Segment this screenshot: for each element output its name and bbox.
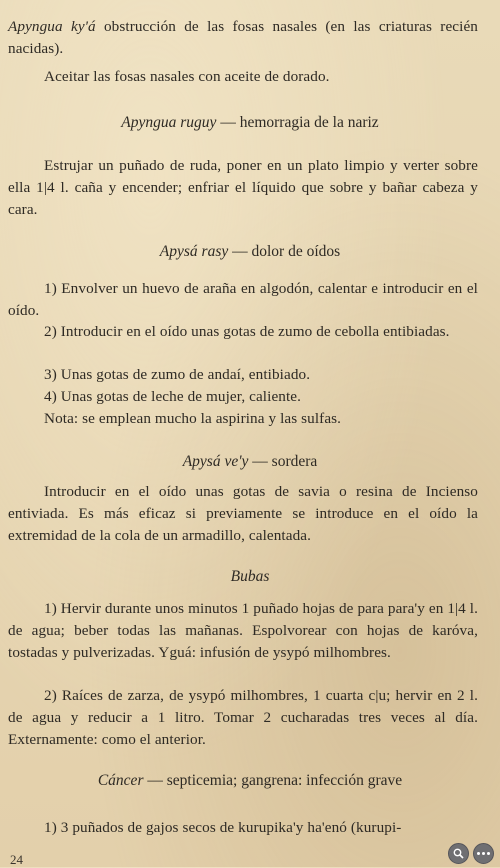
heading-text: — septicemia; gangrena: infección grave bbox=[143, 772, 403, 789]
heading-term: Apysá ve'y bbox=[182, 453, 249, 470]
zoom-icon-button[interactable] bbox=[448, 843, 469, 864]
heading-apyngua-ruguy bbox=[0, 112, 500, 134]
heading-text: — hemorragia de la nariz bbox=[216, 114, 379, 131]
heading-term: Apyngua ruguy bbox=[121, 114, 217, 131]
heading-text: — sordera bbox=[248, 453, 318, 470]
heading-term: Bubas bbox=[230, 568, 270, 585]
heading-apysa-rasy bbox=[0, 241, 500, 263]
paragraph-earache-3: 3) Unas gotas de zumo de andaí, entibiado. bbox=[44, 366, 311, 383]
heading-bubas bbox=[0, 566, 500, 588]
paragraph-earache-1: 1) Envolver un huevo de araña en algodón, calentar e introducir en el oído. bbox=[8, 280, 478, 319]
paragraph-nasal-treatment: Aceitar las fosas nasales con aceite de dorado. bbox=[44, 68, 330, 85]
heading-term: Cáncer bbox=[97, 772, 144, 789]
term-apyngua-kya: Apyngua ky'á bbox=[8, 18, 96, 35]
paragraph-bubas-2: 2) Raíces de zarza, de ysypó milhombres, 1 cuarta c|u; hervir en 2 l. de agua y reducir a 1 litro. Tomar 2 cucharadas tres veces al día. Externamente: como el anterior. bbox=[8, 687, 478, 748]
paragraph-deafness-treatment: Introducir en el oído unas gotas de savia o resina de Incienso entiviada. Es más eficaz si previamente se introduce en el oído la extremidad de la cola de un armadillo, calentada. bbox=[8, 483, 478, 544]
paragraph-bubas-1: 1) Hervir durante unos minutos 1 puñado hojas de para para'y en 1|4 l. de agua; beber todas las mañanas. Espolvorear con hojas de karóva, tostadas y pulverizadas. Yguá: infusión de ysypó milhombres. bbox=[8, 600, 478, 661]
zoom-icon bbox=[453, 848, 464, 859]
paragraph-note: Nota: se emplean mucho la aspirina y las sulfas. bbox=[44, 410, 342, 427]
page-number: 24 bbox=[10, 852, 23, 867]
paragraph-nasal-obstruction bbox=[8, 16, 478, 60]
viewer-controls bbox=[448, 843, 494, 864]
heading-term: Apysá rasy bbox=[159, 243, 229, 260]
heading-cancer bbox=[0, 770, 500, 792]
paragraph-nosebleed-treatment: Estrujar un puñado de ruda, poner en un plato limpio y verter sobre ella 1|4 l. caña y encender; enfriar el líquido que sobre y bañar cabeza y cara. bbox=[8, 157, 478, 218]
paragraph-text: obstrucción de las fosas nasales (en las criaturas recién nacidas). bbox=[8, 18, 478, 57]
paragraph-cancer-1: 1) 3 puñados de gajos secos de kurupika'y ha'enó (kurupi- bbox=[44, 819, 402, 836]
more-icon bbox=[477, 852, 490, 855]
paragraph-earache-4: 4) Unas gotas de leche de mujer, caliente. bbox=[44, 388, 302, 405]
heading-apysa-vey bbox=[0, 451, 500, 473]
heading-text: — dolor de oídos bbox=[228, 243, 341, 260]
paragraph-earache-2: 2) Introducir en el oído unas gotas de zumo de cebolla entibiadas. bbox=[44, 323, 450, 340]
more-options-button[interactable] bbox=[473, 843, 494, 864]
